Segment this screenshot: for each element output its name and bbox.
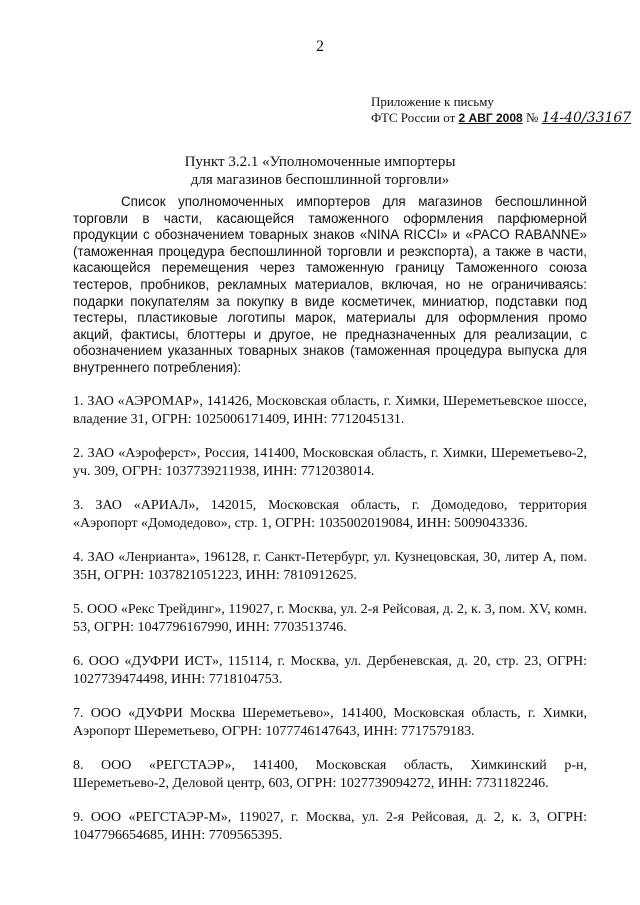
- list-item: 9. ООО «РЕГСТАЭР-М», 119027, г. Москва, ул. 2-я Рейсовая, д. 2, к. 3, ОГРН: 1047796654685, ИНН: 7709565395.: [73, 810, 587, 843]
- document-title: [0, 153, 640, 189]
- importers-list: [73, 393, 587, 861]
- letter-reference: [371, 110, 631, 126]
- letter-prefix: ФТС России от: [371, 110, 456, 125]
- list-item: 8. ООО «РЕГСТАЭР», 141400, Московская область, Химкинский р-н, Шереметьево-2, Деловой центр, 603, ОГРН: 1027739094272, ИНН: 7731182246.: [73, 758, 587, 791]
- appendix-line: Приложение к письму: [371, 94, 494, 109]
- list-item: 2. ЗАО «Аэроферст», Россия, 141400, Московская область, г. Химки, Шереметьево-2, уч. 309, ОГРН: 1037739211938, ИНН: 7712038014.: [73, 446, 587, 479]
- date-stamp: 2 АВГ 2008: [458, 111, 523, 125]
- list-item: 7. ООО «ДУФРИ Москва Шереметьево», 141400, Московская область, г. Химки, Аэропорт Шереметьево, ОГРН: 1077746147643, ИНН: 7717579183.: [73, 706, 587, 739]
- list-item: 6. ООО «ДУФРИ ИСТ», 115114, г. Москва, ул. Дербеневская, д. 20, стр. 23, ОГРН: 1027739474498, ИНН: 7718104753.: [73, 654, 587, 687]
- list-item: 1. ЗАО «АЭРОМАР», 141426, Московская область, г. Химки, Шереметьевское шоссе, владение 31, ОГРН: 1025006171409, ИНН: 7712045131.: [73, 394, 587, 427]
- list-item: 4. ЗАО «Ленрианта», 196128, г. Санкт-Петербург, ул. Кузнецовская, 30, литер А, пом. 35Н, ОГРН: 1037821051223, ИНН: 7810912625.: [73, 550, 587, 583]
- title-line: для магазинов беспошлинной торговли»: [190, 172, 450, 188]
- appendix-reference: [371, 94, 631, 126]
- list-item: 3. ЗАО «АРИАЛ», 142015, Московская область, г. Домодедово, территория «Аэропорт «Домодедово», стр. 1, ОГРН: 1035002019084, ИНН: 5009043336.: [73, 498, 587, 531]
- number-prefix: №: [525, 110, 539, 125]
- intro-paragraph: Список уполномоченных импортеров для магазинов беспошлинной торговли в части, касающейся таможенного оформления парфюмерной продукции с обозначением товарных знаков «NINA RICCI» и «PACO RABANNE» (таможенная процедура беспошлинной торговли и реэкспорта), а также в части, касающейся перемещения через таможенную границу Таможенного союза тестеров, пробников, рекламных материалов, включая, но не ограничиваясь: подарки покупателям за покупку в виде косметичек, миниатюр, подставки под тестеры, пластиковые логотипы марок, материалы для оформления промо акций, фактисы, блоттеры и другое, не предназначенных для реализации, с обозначением указанных товарных знаков (таможенная процедура выпуска для внутреннего потребления):: [73, 194, 587, 375]
- list-item: 5. ООО «Рекс Трейдинг», 119027, г. Москва, ул. 2-я Рейсовая, д. 2, к. 3, пом. XV, комн. 53, ОГРН: 1047796167990, ИНН: 7703513746.: [73, 602, 587, 635]
- page-number: 2: [316, 38, 324, 55]
- handwritten-letter-number: 14-40/33167: [541, 110, 632, 126]
- title-line: Пункт 3.2.1 «Уполномоченные импортеры: [184, 154, 456, 170]
